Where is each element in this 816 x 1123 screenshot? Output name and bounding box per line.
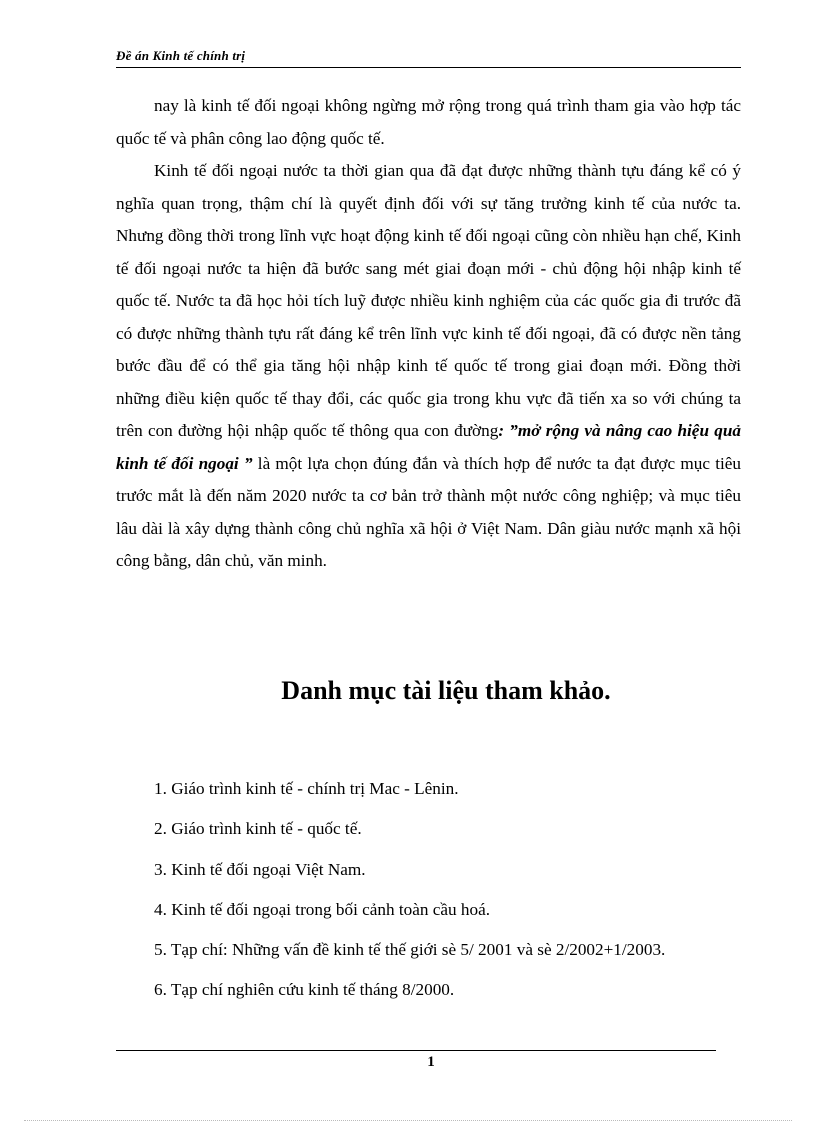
paragraph-2-highlight: : ”mở rộng và nâng cao hiệu quả kinh tế đối ngoại ”: [116, 421, 741, 473]
page-bottom-edge: [24, 1120, 792, 1121]
paragraph-2: [116, 155, 741, 578]
reference-item: 6. Tạp chí nghiên cứu kinh tế tháng 8/2000.: [154, 980, 455, 1000]
reference-item: 3. Kinh tế đối ngoại Việt Nam.: [154, 859, 366, 879]
footer-divider: [116, 1050, 716, 1051]
reference-item: 4. Kinh tế đối ngoại trong bối cảnh toàn cầu hoá.: [154, 899, 491, 919]
reference-item: 2. Giáo trình kinh tế - quốc tế.: [154, 819, 362, 839]
paragraph-2-text-b: là một lựa chọn đúng đắn và thích hợp để nước ta đạt được mục tiêu trước mắt là đến năm 2020 nước ta cơ bản trở thành một nước công nghiệp; và mục tiêu lâu dài là xây dựng thành công chủ nghĩa xã hội ở Việt Nam. Dân giàu nước mạnh xã hội công bằng, dân chủ, văn minh.: [116, 453, 742, 570]
reference-item: 1. Giáo trình kinh tế - chính trị Mac - Lênin.: [154, 779, 459, 798]
page-number: 1: [427, 1054, 435, 1070]
reference-item: 5. Tạp chí: Những vấn đề kinh tế thế giới sè 5/ 2001 và sè 2/2002+1/2003.: [154, 940, 666, 960]
references-title: Danh mục tài liệu tham khảo.: [281, 676, 611, 705]
document-body: [116, 90, 741, 578]
paragraph-2-text-a: Kinh tế đối ngoại nước ta thời gian qua đã đạt được những thành tựu đáng kể có ý nghĩa quan trọng, thậm chí là quyết định đối với sự tăng trưởng kinh tế của nước ta. Nhưng đồng thời trong lĩnh vực hoạt động kinh tế đối ngoại cũng còn nhiều hạn chế, Kinh tế đối ngoại nước ta hiện đã bước sang mét giai đoạn mới - chủ động hội nhập kinh tế quốc tế. Nước ta đã học hỏi tích luỹ được nhiều kinh nghiệm của các quốc gia đi trước đã có được những thành tựu rất đáng kể trên lĩnh vực kinh tế đối ngoại, đã có được nền tảng bước đầu để có thể gia tăng hội nhập kinh tế quốc tế trong giai đoạn mới. Đồng thời những điều kiện quốc tế thay đổi, các quốc gia trong khu vực đã tiến xa so với chúng ta trên con đường hội nhập quốc tế thông qua con đường: [116, 161, 741, 440]
paragraph-1: nay là kinh tế đối ngoại không ngừng mở rộng trong quá trình tham gia vào hợp tác quốc tế và phân công lao động quốc tế.: [116, 96, 741, 148]
references-list: [154, 776, 754, 1018]
page-header: Đề án Kinh tế chính trị: [116, 48, 741, 68]
